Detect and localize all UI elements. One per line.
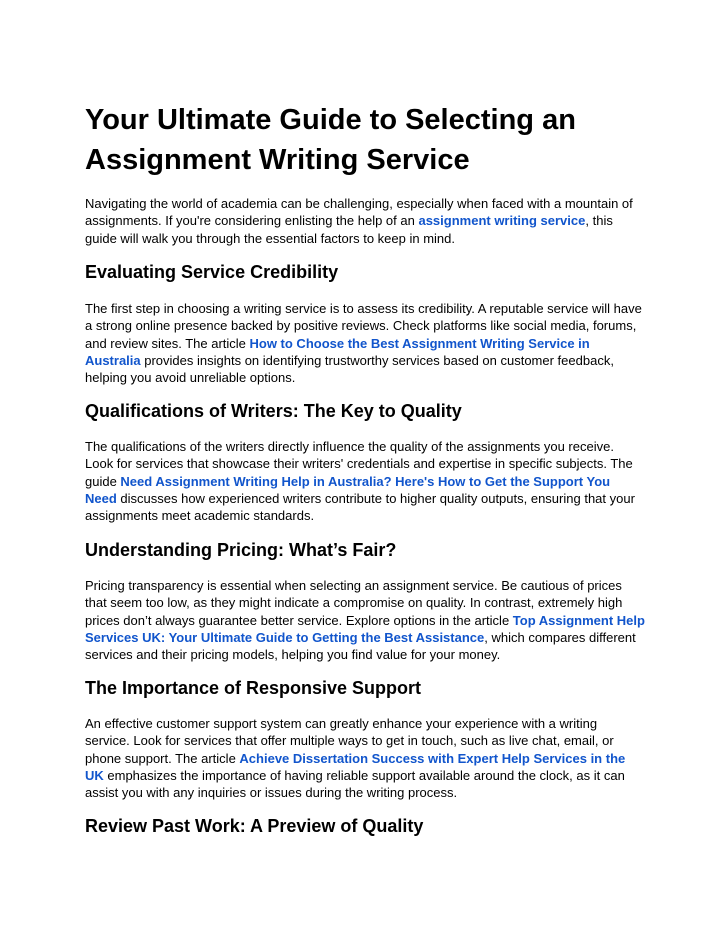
article-link-support[interactable]: Achieve Dissertation Success with Expert Help Services in the UK (85, 750, 626, 783)
intro-paragraph (85, 195, 645, 247)
section-heading-pricing: Understanding Pricing: What’s Fair? (85, 540, 397, 560)
article-link-pricing[interactable]: Top Assignment Help Services UK: Your Ultimate Guide to Getting the Best Assistance (85, 612, 645, 645)
article-link-qualifications[interactable]: Need Assignment Writing Help in Australia? Here's How to Get the Support You Need (85, 473, 611, 506)
paragraph-text: Pricing transparency is essential when selecting an assignment service. Be cautious of prices that seem too low, as they might indicate a compromise on quality. In contrast, extremely high prices don’t always guarantee better service. Explore options in the article (85, 578, 623, 628)
paragraph-text: , which compares different services and their pricing models, helping you find value for your money. (85, 629, 636, 663)
intro-text-1: Navigating the world of academia can be challenging, especially when faced with a mountain of assignments. If you're considering enlisting the help of an (85, 196, 633, 229)
section-paragraph-support (85, 715, 645, 801)
paragraph-text: provides insights on identifying trustworthy services based on customer feedback, helping you avoid unreliable options. (85, 352, 614, 386)
section-heading-past-work: Review Past Work: A Preview of Quality (85, 816, 424, 836)
paragraph-text: discusses how experienced writers contribute to higher quality outputs, ensuring that your assignments meet academic standards. (85, 490, 635, 524)
paragraph-text: The first step in choosing a writing service is to assess its credibility. A reputable service will have a strong online presence backed by positive reviews. Check platforms like social media, forums, and review sites. The article (85, 301, 642, 351)
section-heading-qualifications: Qualifications of Writers: The Key to Quality (85, 401, 462, 421)
section-paragraph-credibility (85, 300, 645, 386)
section-heading-support: The Importance of Responsive Support (85, 678, 422, 698)
section-heading-credibility: Evaluating Service Credibility (85, 262, 339, 282)
paragraph-text: The qualifications of the writers directly influence the quality of the assignments you receive. Look for services that showcase their writers' credentials and expertise in specific subjects. The guide (85, 439, 633, 489)
article-link-credibility[interactable]: How to Choose the Best Assignment Writing Service in Australia (85, 335, 590, 368)
intro-link[interactable]: assignment writing service (418, 213, 586, 229)
section-paragraph-pricing (85, 577, 645, 663)
intro-text-2: , this guide will walk you through the essential factors to keep in mind. (85, 213, 613, 246)
section-paragraph-qualifications (85, 438, 645, 524)
page-title: Your Ultimate Guide to Selecting an Assignment Writing Service (85, 104, 576, 176)
paragraph-text: emphasizes the importance of having reliable support available around the clock, as it can assist you with any inquiries or issues during the writing process. (85, 767, 625, 801)
paragraph-text: An effective customer support system can greatly enhance your experience with a writing service. Look for services that offer multiple ways to get in touch, such as live chat, email, or phone support. The article (85, 716, 614, 766)
